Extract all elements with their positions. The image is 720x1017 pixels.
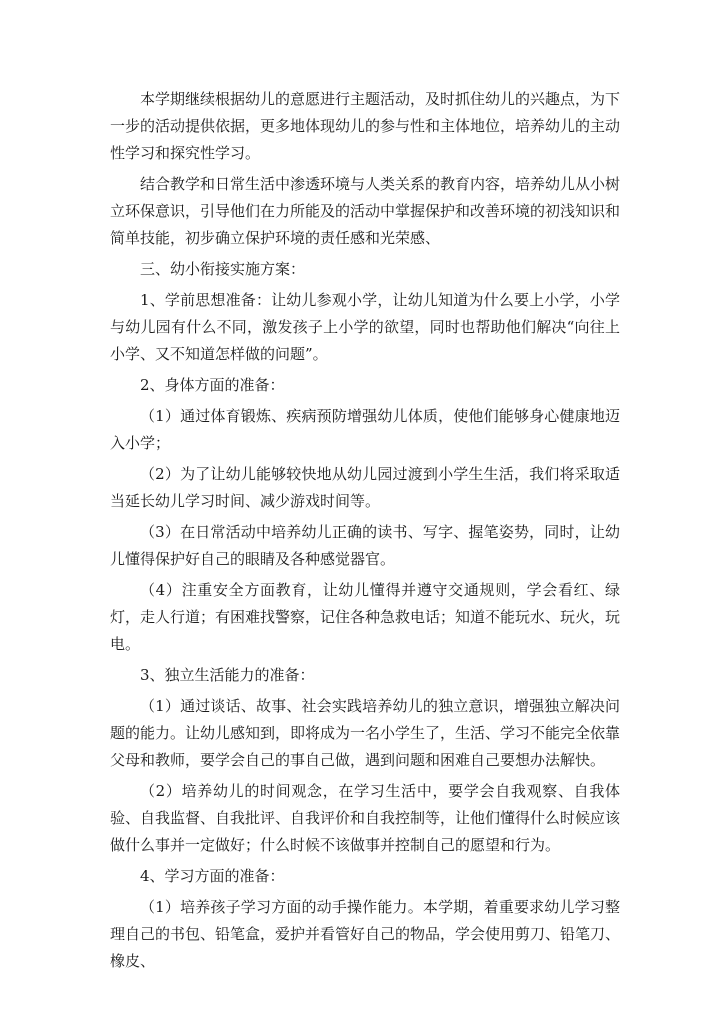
paragraph-independent-item-1: （1）通过谈话、故事、社会实践培养幼儿的独立意识，增强独立解决问题的能力。让幼儿感知到，即将成为一名小学生了，生活、学习不能完全依靠父母和教师，要学会自己的事自己做，遇到问题和困难自己要想办法解快。 — [110, 697, 621, 769]
document-body — [110, 86, 620, 979]
subheading-independent-living: 3、独立生活能力的准备： — [140, 666, 315, 684]
paragraph-physical-item-4: （4）注重安全方面教育，让幼儿懂得并遵守交通规则，学会看红、绿灯，走人行道；有困难找警察，记住各种急救电话；知道不能玩水、玩火，玩电。 — [110, 581, 621, 653]
paragraph-learning-item-1: （1）培养孩子学习方面的动手操作能力。本学期，着重要求幼儿学习整理自己的书包、铅笔盒，爱护并看管好自己的物品，学会使用剪刀、铅笔刀、橡皮、 — [110, 898, 621, 970]
paragraph-physical-item-1: （1）通过体育锻炼、疾病预防增强幼儿体质，使他们能够身心健康地迈入小学； — [110, 407, 620, 452]
section-heading-transition-plan: 三、幼小衔接实施方案： — [140, 260, 306, 278]
paragraph-physical-item-3: （3）在日常活动中培养幼儿正确的读书、写字、握笔姿势，同时，让幼儿懂得保护好自己的眼睛及各种感觉器官。 — [110, 523, 620, 568]
paragraph-physical-item-2: （2）为了让幼儿能够较快地从幼儿园过渡到小学生生活，我们将采取适当延长幼儿学习时间、减少游戏时间等。 — [110, 465, 620, 510]
paragraph-intro-theme-activities: 本学期继续根据幼儿的意愿进行主题活动，及时抓住幼儿的兴趣点，为下一步的活动提供依据，更多地体现幼儿的参与性和主体地位，培养幼儿的主动性学习和探究性学习。 — [110, 90, 621, 162]
paragraph-environment-education: 结合教学和日常生活中渗透环境与人类关系的教育内容，培养幼儿从小树立环保意识，引导他们在力所能及的活动中掌握保护和改善环境的初浅知识和简单技能，初步确立保护环境的责任感和光荣感、 — [110, 175, 621, 247]
paragraph-mental-preparation: 1、学前思想准备：让幼儿参观小学，让幼儿知道为什么要上小学，小学与幼儿园有什么不同，激发孩子上小学的欲望，同时也帮助他们解决“向往上小学、又不知道怎样做的问题”。 — [110, 291, 620, 363]
subheading-learning-preparation: 4、学习方面的准备： — [140, 867, 285, 885]
subheading-physical-preparation: 2、身体方面的准备： — [140, 376, 285, 394]
paragraph-independent-item-2: （2）培养幼儿的时间观念，在学习生活中，要学会自我观察、自我体验、自我监督、自我批评、自我评价和自我控制等，让他们懂得什么时候应该做什么事并一定做好；什么时候不该做事并控制自己的愿望和行为。 — [110, 782, 621, 854]
